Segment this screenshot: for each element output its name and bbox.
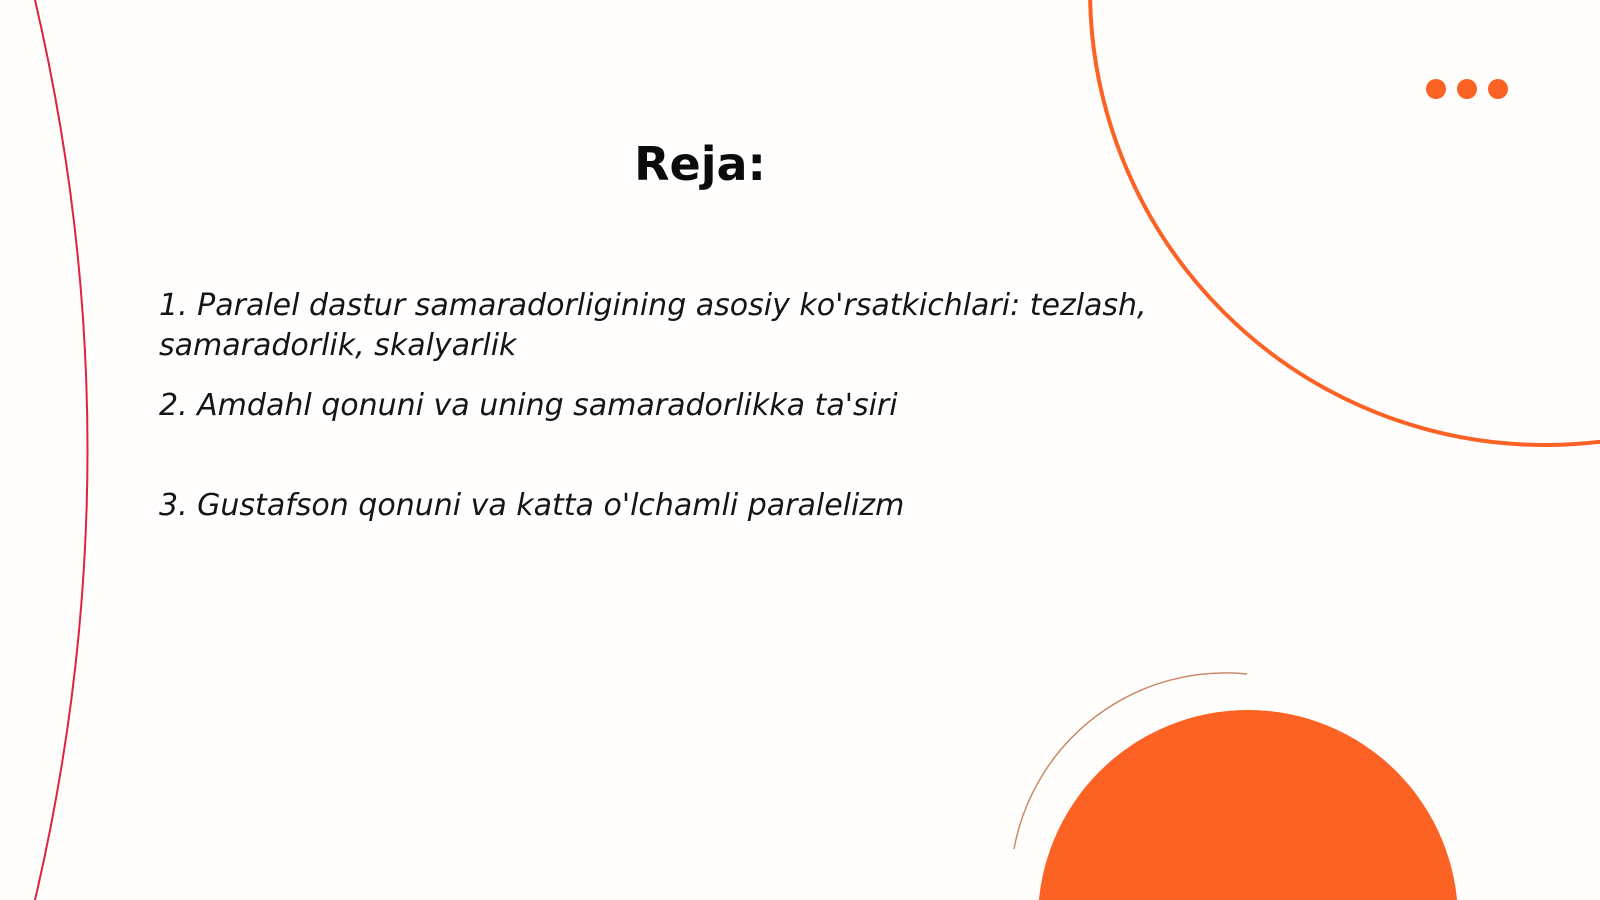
plan-item-3: 3. Gustafson qonuni va katta o'lchamli paralelizm <box>159 488 905 523</box>
top-right-circle-outline <box>1090 0 1600 445</box>
bottom-right-filled-circle <box>1038 710 1458 900</box>
plan-item-1: 1. Paralel dastur samaradorligining asosiy ko'rsatkichlari: tezlash, samaradorlik, skalyarlik <box>159 288 1147 363</box>
dot-icon <box>1457 79 1477 99</box>
dot-icon <box>1426 79 1446 99</box>
slide-title: Reja: <box>634 137 766 191</box>
left-curve-line <box>35 0 88 900</box>
dot-icon <box>1488 79 1508 99</box>
dots-indicator <box>1426 79 1508 99</box>
plan-item-2: 2. Amdahl qonuni va uning samaradorlikka ta'siri <box>159 388 898 423</box>
